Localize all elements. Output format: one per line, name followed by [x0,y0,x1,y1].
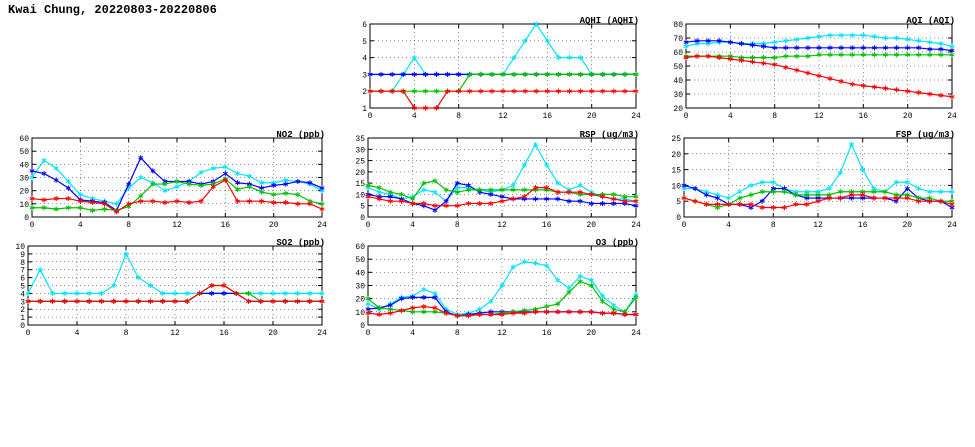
svg-text:8: 8 [123,329,129,338]
svg-text:16: 16 [541,329,552,338]
svg-text:20: 20 [355,295,365,305]
chart-rsp-title: RSP (ug/m3) [579,130,639,140]
chart-aqi-title: AQI (AQI) [906,16,955,26]
chart-aqi [660,14,958,124]
svg-text:24: 24 [317,329,327,338]
svg-text:15: 15 [355,180,365,190]
svg-text:3: 3 [20,298,25,308]
svg-text:4: 4 [77,221,83,230]
svg-text:50: 50 [19,148,29,158]
svg-text:16: 16 [858,112,869,121]
svg-text:24: 24 [631,329,641,338]
svg-text:0: 0 [360,322,365,331]
svg-text:40: 40 [355,269,365,279]
svg-text:4: 4 [74,329,80,338]
svg-text:0: 0 [365,329,371,338]
svg-text:50: 50 [673,63,683,72]
svg-text:12: 12 [498,112,508,121]
chart-aqhi-title: AQHI (AQHI) [579,16,639,26]
chart-aqhi [344,14,642,124]
svg-text:16: 16 [220,221,231,230]
svg-text:20: 20 [902,221,913,230]
svg-text:70: 70 [673,35,683,44]
chart-no2-title: NO2 (ppb) [276,130,325,140]
svg-text:20: 20 [586,112,597,121]
svg-text:0: 0 [681,221,687,230]
svg-text:5: 5 [360,202,365,212]
svg-text:24: 24 [947,221,957,230]
svg-text:40: 40 [673,77,683,86]
svg-text:20: 20 [586,329,597,338]
svg-text:60: 60 [19,135,29,144]
svg-text:8: 8 [126,221,132,230]
svg-text:12: 12 [497,221,507,230]
svg-text:0: 0 [29,221,35,230]
svg-text:30: 30 [673,91,683,100]
chart-fsp-title: FSP (ug/m3) [895,130,955,140]
svg-text:16: 16 [857,221,868,230]
svg-text:0: 0 [20,322,25,331]
svg-text:6: 6 [362,21,367,30]
svg-text:20: 20 [673,105,683,114]
svg-text:8: 8 [456,112,462,121]
svg-text:15: 15 [671,166,681,176]
svg-text:8: 8 [772,112,778,121]
svg-text:4: 4 [362,54,367,64]
svg-text:20: 20 [902,112,913,121]
svg-text:8: 8 [454,329,460,338]
svg-text:30: 30 [355,282,365,292]
chart-o3 [344,236,642,341]
svg-text:24: 24 [317,221,327,230]
svg-text:9: 9 [20,250,25,260]
svg-text:12: 12 [497,329,507,338]
svg-text:60: 60 [355,243,365,252]
svg-text:2: 2 [362,88,367,98]
svg-text:24: 24 [631,221,641,230]
chart-fsp [660,128,958,233]
svg-text:24: 24 [631,112,641,121]
svg-text:12: 12 [172,221,182,230]
svg-text:20: 20 [671,150,681,160]
svg-text:5: 5 [676,198,681,208]
svg-text:0: 0 [25,329,31,338]
chart-so2 [8,236,328,341]
svg-text:4: 4 [20,290,25,300]
svg-text:6: 6 [20,274,25,284]
svg-text:10: 10 [355,308,365,318]
svg-text:30: 30 [355,146,365,156]
svg-text:0: 0 [24,214,29,223]
svg-text:20: 20 [268,329,278,338]
svg-text:4: 4 [727,112,733,121]
svg-text:4: 4 [726,221,732,230]
svg-text:10: 10 [355,191,365,201]
svg-text:5: 5 [362,37,367,47]
svg-text:16: 16 [542,112,553,121]
svg-text:20: 20 [19,187,29,197]
chart-o3-title: O3 (ppb) [595,238,639,248]
svg-text:10: 10 [19,200,29,210]
page-title: Kwai Chung, 20220803-20220806 [8,3,217,17]
svg-text:10: 10 [671,182,681,192]
svg-text:2: 2 [20,306,25,316]
svg-text:16: 16 [219,329,229,338]
svg-text:25: 25 [671,135,681,144]
svg-text:20: 20 [268,221,279,230]
svg-text:1: 1 [20,314,25,324]
svg-text:0: 0 [676,214,681,223]
svg-text:8: 8 [20,258,25,268]
svg-text:8: 8 [454,221,460,230]
svg-text:60: 60 [673,49,683,58]
svg-text:16: 16 [541,221,552,230]
svg-text:10: 10 [15,243,25,252]
svg-text:4: 4 [410,221,416,230]
svg-text:3: 3 [362,71,367,81]
svg-text:12: 12 [170,329,180,338]
svg-text:1: 1 [362,105,367,114]
svg-text:0: 0 [365,221,371,230]
svg-text:24: 24 [947,112,957,121]
svg-text:0: 0 [360,214,365,223]
svg-text:0: 0 [683,112,689,121]
svg-text:12: 12 [813,221,823,230]
svg-text:35: 35 [355,135,365,144]
svg-text:12: 12 [814,112,824,121]
svg-text:20: 20 [355,168,365,178]
svg-text:4: 4 [410,329,416,338]
svg-text:30: 30 [19,174,29,184]
svg-text:50: 50 [355,256,365,266]
svg-text:80: 80 [673,21,683,30]
svg-text:0: 0 [367,112,373,121]
chart-rsp [344,128,642,233]
svg-text:20: 20 [586,221,597,230]
svg-text:40: 40 [19,161,29,171]
svg-text:7: 7 [20,266,25,276]
chart-so2-title: SO2 (ppb) [276,238,325,248]
chart-no2 [8,128,328,233]
svg-text:25: 25 [355,157,365,167]
svg-text:4: 4 [411,112,417,121]
svg-text:5: 5 [20,282,25,292]
svg-text:8: 8 [770,221,776,230]
